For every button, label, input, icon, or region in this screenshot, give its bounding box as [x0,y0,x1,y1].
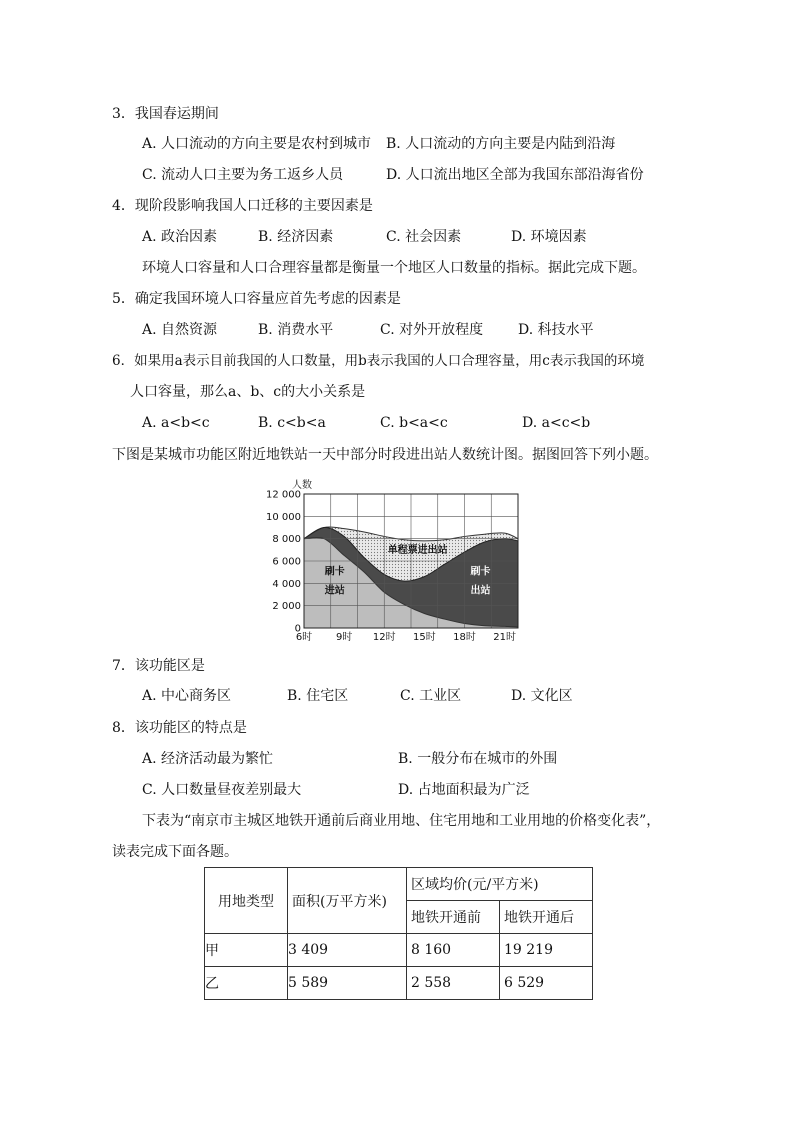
header-before: 地铁开通前 [407,901,500,934]
intro-5-6: 环境人口容量和人口合理容量都是衡量一个地区人口数量的指标。据此完成下题。 [142,260,646,276]
metro-flow-chart [262,476,526,646]
cell-before: 8 160 [407,934,500,967]
question-4-option-d: D. 环境因素 [511,229,587,245]
cell-before: 2 558 [407,967,500,1000]
question-5-option-b: B. 消费水平 [258,322,334,338]
question-3-option-b: B. 人口流动的方向主要是内陆到沿海 [386,136,616,152]
question-6-stem-line2: 人口容量，那么a、b、c的大小关系是 [130,384,366,400]
header-after: 地铁开通后 [500,901,593,934]
label-card-exit-2: 出站 [470,585,491,597]
question-7-stem: 7．该功能区是 [112,658,205,674]
x-tick-label: 6时 [295,632,313,643]
y-tick-label: 12 000 [266,489,301,501]
question-4-option-c: C. 社会因素 [386,229,462,245]
question-7-option-c: C. 工业区 [400,688,462,704]
question-5-option-a: A. 自然资源 [142,322,218,338]
table-row [205,934,593,967]
intro-7-8: 下图是某城市功能区附近地铁站一天中部分时段进出站人数统计图。据图回答下列小题。 [112,447,658,463]
intro-table-line1: 下表为“南京市主城区地铁开通前后商业用地、住宅用地和工业用地的价格变化表”， [142,813,661,829]
y-tick-label: 6 000 [272,556,301,568]
cell-area: 3 409 [288,934,407,967]
question-6-option-d: D. a<c<b [522,415,591,431]
x-tick-label: 15时 [413,632,436,643]
question-8-option-c: C. 人口数量昼夜差别最大 [142,782,302,798]
y-tick-label: 4 000 [272,578,301,590]
y-tick-label: 10 000 [266,511,301,523]
question-8-option-a: A. 经济活动最为繁忙 [142,751,274,767]
question-3-option-d: D. 人口流出地区全部为我国东部沿海省份 [386,167,644,183]
question-6-option-b: B. c<b<a [258,415,326,431]
header-area: 面积(万平方米) [288,868,407,934]
question-6-option-c: C. b<a<c [380,415,448,431]
cell-type: 乙 [205,967,288,1000]
question-7-option-a: A. 中心商务区 [142,688,232,704]
cell-after: 6 529 [500,967,593,1000]
question-8-option-d: D. 占地面积最为广泛 [398,782,530,798]
label-card-entry-2: 进站 [324,585,345,597]
question-5-option-d: D. 科技水平 [518,322,594,338]
question-5-stem: 5．确定我国环境人口容量应首先考虑的因素是 [112,291,401,307]
table-row [205,967,593,1000]
question-6-stem-line1: 6．如果用a表示目前我国的人口数量，用b表示我国的人口合理容量，用c表示我国的环境 [112,353,645,369]
y-tick-label: 0 [294,623,301,635]
header-land-type: 用地类型 [205,868,288,934]
chart-svg [262,476,526,646]
x-tick-label: 18时 [453,632,476,643]
x-tick-label: 21时 [493,632,516,643]
y-axis-label: 人数 [292,480,312,491]
question-4-option-b: B. 经济因素 [258,229,334,245]
land-price-table [204,867,593,1000]
question-4-stem: 4．现阶段影响我国人口迁移的主要因素是 [112,198,373,214]
question-3-option-a: A. 人口流动的方向主要是农村到城市 [142,136,372,152]
question-7-option-b: B. 住宅区 [287,688,349,704]
label-card-exit-1: 刷卡 [470,566,491,578]
question-3-stem: 3．我国春运期间 [112,106,219,122]
cell-type: 甲 [205,934,288,967]
question-5-option-c: C. 对外开放程度 [380,322,484,338]
question-6-option-a: A. a<b<c [142,415,210,431]
question-8-option-b: B. 一般分布在城市的外围 [398,751,558,767]
header-average-price: 区域均价(元/平方米) [407,868,593,901]
cell-area: 5 589 [288,967,407,1000]
question-8-stem: 8．该功能区的特点是 [112,720,247,736]
question-4-option-a: A. 政治因素 [142,229,218,245]
cell-after: 19 219 [500,934,593,967]
question-3-option-c: C. 流动人口主要为务工返乡人员 [142,167,344,183]
intro-table-line2: 读表完成下面各题。 [112,844,238,860]
label-card-entry-1: 刷卡 [324,566,345,578]
x-tick-label: 12时 [372,632,396,643]
label-single-ticket: 单程票进出站 [387,545,448,557]
question-7-option-d: D. 文化区 [511,688,573,704]
x-tick-label: 9时 [335,632,353,643]
y-tick-label: 2 000 [272,601,301,613]
y-tick-label: 8 000 [272,534,301,546]
